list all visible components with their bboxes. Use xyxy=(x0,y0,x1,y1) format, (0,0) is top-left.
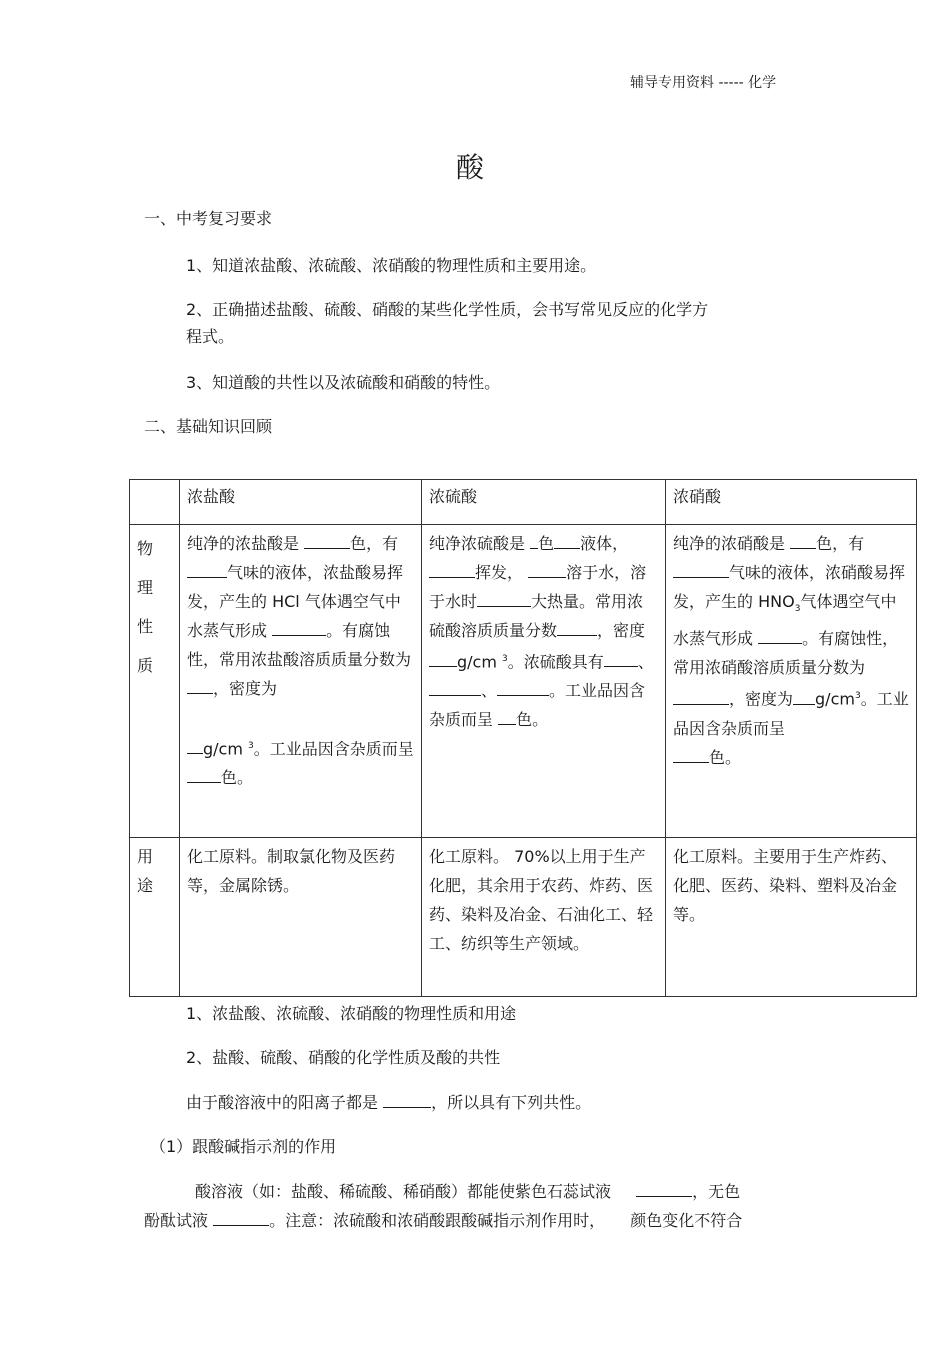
after-line-2: 2、盐酸、硫酸、硝酸的化学性质及酸的共性 xyxy=(186,1048,501,1067)
requirement-item-2: 2、正确描述盐酸、硫酸、硝酸的某些化学性质，会书写常见反应的化学方 xyxy=(186,300,709,319)
cell-physical-hcl: 纯净的浓盐酸是 色，有气味的液体，浓盐酸易挥发，产生的 HCl 气体遇空气中水蒸气形成 。有腐蚀性，常用浓盐酸溶质质量分数为 ，密度为 g/cm $^3$。工业品因含杂质而呈色。 xyxy=(180,525,422,838)
section-heading-1: 一、中考复习要求 xyxy=(144,209,273,228)
section-heading-2: 二、基础知识回顾 xyxy=(144,417,273,436)
acid-properties-table xyxy=(129,479,917,997)
cell-uses-hno3: 化工原料。主要用于生产炸药、化肥、医药、染料、塑料及冶金等。 xyxy=(666,838,917,997)
requirement-item-1: 1、知道浓盐酸、浓硫酸、浓硝酸的物理性质和主要用途。 xyxy=(186,256,597,275)
cell-uses-h2so4: 化工原料。 70%以上用于生产化肥，其余用于农药、炸药、医药、染料及冶金、石油化工、轻工、纺织等生产领域。 xyxy=(422,838,666,997)
table-header-row xyxy=(130,480,917,525)
row-label-uses: 用 途 xyxy=(130,838,180,997)
requirement-item-3: 3、知道酸的共性以及浓硫酸和硝酸的特性。 xyxy=(186,373,501,392)
after-line-6: 酚酞试液 。注意：浓硫酸和浓硝酸跟酸碱指示剂作用时， 颜色变化不符合 xyxy=(144,1211,743,1230)
page-header: 辅导专用资料 ----- 化学 xyxy=(630,75,777,91)
cell-physical-h2so4: 纯净浓硫酸是 色 液体， 挥发， 溶于水，溶于水时 大热量。常用浓硫酸溶质质量分数 ，密度g/cm $^3$。浓硫酸具有 、、 。工业品因含杂质而呈 色。 xyxy=(422,525,666,838)
table-header-h2so4: 浓硫酸 xyxy=(422,480,666,525)
cell-uses-hcl: 化工原料。制取氯化物及医药等，金属除锈。 xyxy=(180,838,422,997)
row-label-physical: 物 理 性 质 xyxy=(130,525,180,838)
requirement-item-2-cont: 程式。 xyxy=(186,327,235,346)
after-line-4: （1）跟酸碱指示剂的作用 xyxy=(150,1137,337,1156)
page-title: 酸 xyxy=(456,151,485,184)
after-line-5: 酸溶液（如：盐酸、稀硫酸、稀硝酸）都能使紫色石蕊试液 ，无色 xyxy=(195,1182,741,1201)
table-header-empty xyxy=(130,480,180,525)
after-line-1: 1、浓盐酸、浓硫酸、浓硝酸的物理性质和用途 xyxy=(186,1004,517,1023)
table-row-physical xyxy=(130,525,917,838)
table-header-hno3: 浓硝酸 xyxy=(666,480,917,525)
table-header-hcl: 浓盐酸 xyxy=(180,480,422,525)
after-line-3: 由于酸溶液中的阳离子都是 ，所以具有下列共性。 xyxy=(186,1093,592,1112)
cell-physical-hno3: 纯净的浓硝酸是 色，有 气味的液体，浓硝酸易挥发，产生的 $HNO_3$气体遇空气中水蒸气形成 。有腐蚀性，常用浓硝酸溶质质量分数为，密度为 $g/cm^3$。工业品因含杂质而呈 色。 xyxy=(666,525,917,838)
table-row-uses xyxy=(130,838,917,997)
